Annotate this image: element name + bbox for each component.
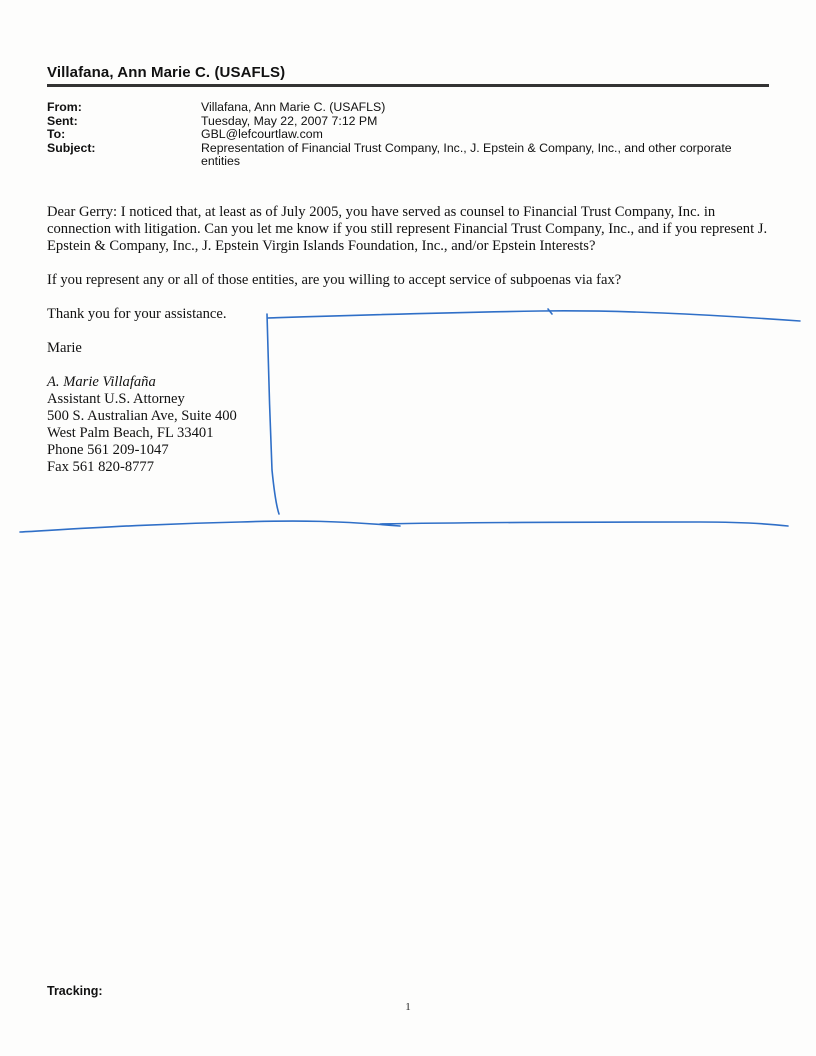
signature-phone: Phone 561 209-1047: [47, 442, 169, 458]
subject-value: Representation of Financial Trust Company, Inc., J. Epstein & Company, Inc., and other corporate entities: [201, 140, 732, 168]
body-signoff: Marie: [47, 340, 82, 356]
sent-row: [47, 115, 769, 129]
body-paragraph-2: If you represent any or all of those entities, are you willing to accept service of subpoenas via fax?: [47, 272, 622, 288]
email-body: [47, 204, 772, 476]
header-divider: [47, 84, 769, 87]
from-label: From:: [47, 100, 82, 114]
tracking-label: Tracking:: [47, 984, 103, 998]
pen-stroke-bottom-right: [380, 522, 788, 526]
to-label: To:: [47, 127, 66, 141]
sender-header: Villafana, Ann Marie C. (USAFLS): [47, 64, 286, 81]
sent-label: Sent:: [47, 113, 78, 128]
subject-row: [47, 142, 769, 169]
body-paragraph-3: Thank you for your assistance.: [47, 306, 227, 322]
pen-stroke-bottom-left: [20, 521, 400, 532]
signature-name: A. Marie Villafaña: [47, 374, 156, 390]
subject-label: Subject:: [47, 140, 96, 155]
signature-block: [47, 374, 772, 476]
signature-address-2: West Palm Beach, FL 33401: [47, 425, 214, 441]
email-metadata: [47, 101, 769, 169]
body-paragraph-1: Dear Gerry: I noticed that, at least as of July 2005, you have served as counsel to Financial Trust Company, Inc. in connection with litigation. Can you let me know if you still represent Financial Trust Company, Inc., and if you represent J. Epstein & Company, Inc., J. Epstein Virgin Islands Foundation, Inc., and/or Epstein Interests?: [47, 204, 768, 254]
from-value: Villafana, Ann Marie C. (USAFLS): [201, 100, 386, 114]
signature-title: Assistant U.S. Attorney: [47, 391, 185, 407]
signature-address-1: 500 S. Australian Ave, Suite 400: [47, 408, 237, 424]
to-value: GBL@lefcourtlaw.com: [201, 127, 323, 141]
signature-fax: Fax 561 820-8777: [47, 459, 155, 475]
sent-value: Tuesday, May 22, 2007 7:12 PM: [201, 113, 378, 128]
from-row: [47, 101, 769, 115]
page-number: 1: [405, 1001, 411, 1013]
to-row: [47, 128, 769, 142]
